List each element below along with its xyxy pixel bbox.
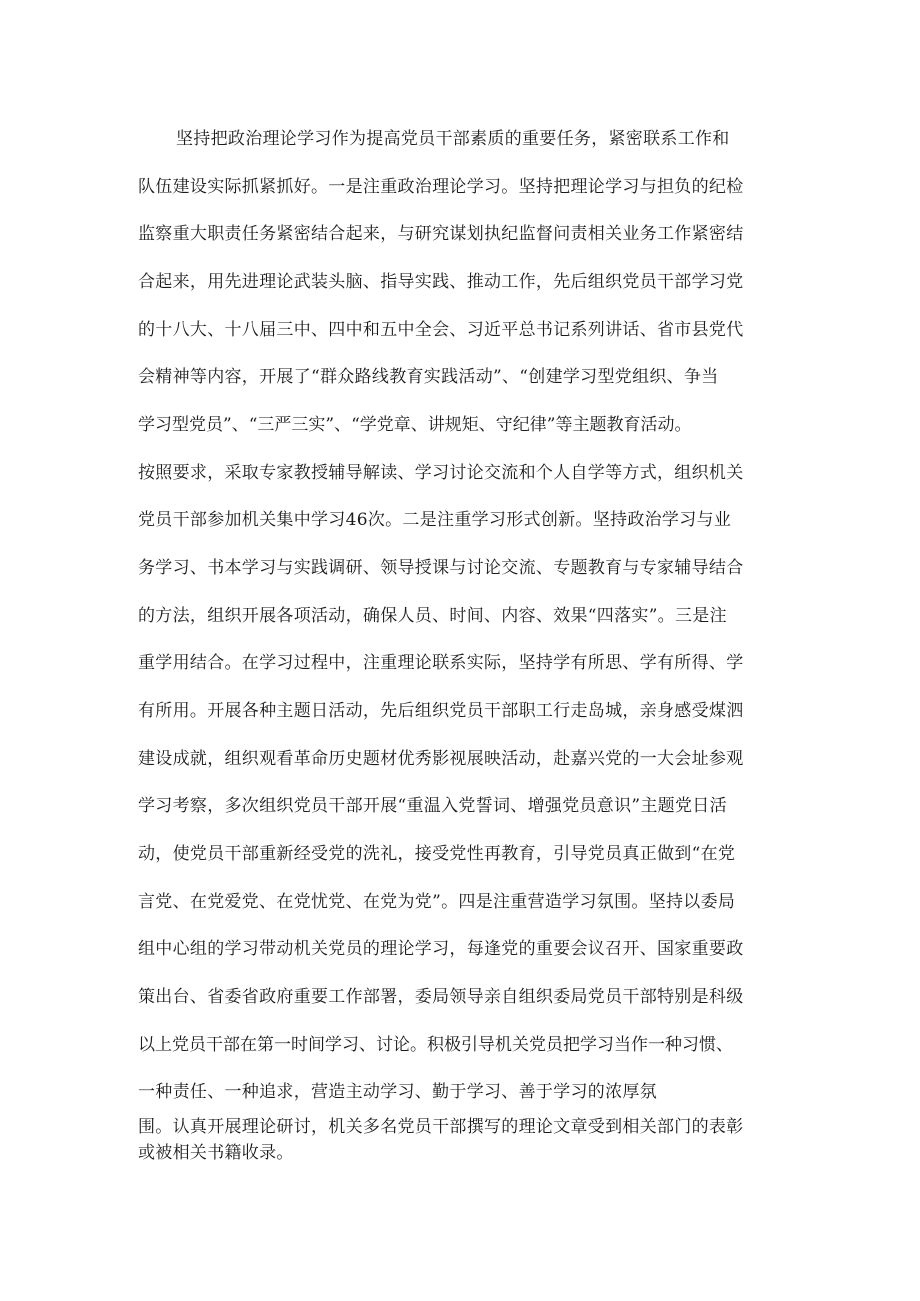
paragraph-line: 的十八大、十八届三中、四中和五中全会、习近平总书记系列讲话、省市县党代 (138, 320, 744, 340)
paragraph-line: 队伍建设实际抓紧抓好。一是注重政治理论学习。坚持把理论学习与担负的纪检 (138, 177, 744, 197)
paragraph-line: 会精神等内容，开展了“群众路线教育实践活动”、“创建学习型党组织、争当 (138, 367, 719, 387)
paragraph-line: 一种责任、一种追求，营造主动学习、勤于学习、善于学习的浓厚氛 (138, 1082, 657, 1102)
paragraph-line: 的方法，组织开展各项活动，确保人员、时间、内容、效果“四落实”。三是注 (138, 606, 727, 626)
paragraph-line: 党员干部参加机关集中学习46次。二是注重学习形式创新。坚持政治学习与业 (138, 510, 732, 530)
paragraph-line: 围。认真开展理论研讨，机关多名党员干部撰写的理论文章受到相关部门的表彰 (138, 1117, 744, 1137)
paragraph-line: 坚持把政治理论学习作为提高党员干部素质的重要任务，紧密联系工作和 (176, 129, 730, 149)
paragraph-line: 以上党员干部在第一时间学习、讨论。积极引导机关党员把学习当作一种习惯、 (138, 1035, 733, 1055)
paragraph-line: 策出台、省委省政府重要工作部署，委局领导亲自组织委局党员干部特别是科级 (138, 987, 744, 1007)
paragraph-line: 务学习、书本学习与实践调研、领导授课与讨论交流、专题教育与专家辅导结合 (138, 558, 744, 578)
paragraph-line: 按照要求，采取专家教授辅导解读、学习讨论交流和个人自学等方式，组织机关 (138, 463, 744, 483)
paragraph-line: 合起来，用先进理论武装头脑、指导实践、推动工作，先后组织党员干部学习党 (138, 272, 744, 292)
paragraph-line: 学习考察，多次组织党员干部开展“重温入党誓词、增强党员意识”主题党日活 (138, 796, 727, 816)
paragraph-line: 言党、在党爱党、在党忧党、在党为党”。四是注重营造学习氛围。坚持以委局 (138, 892, 736, 912)
paragraph-line: 有所用。开展各种主题日活动，先后组织党员干部职工行走岛城，亲身感受煤泗 (138, 701, 744, 721)
paragraph-line: 重学用结合。在学习过程中，注重理论联系实际，坚持学有所思、学有所得、学 (138, 653, 744, 673)
paragraph-line: 学习型党员”、“三严三实”、“学党章、讲规矩、守纪律”等主题教育活动。 (138, 415, 692, 435)
paragraph-line: 建设成就，组织观看革命历史题材优秀影视展映活动，赴嘉兴党的一大会址参观 (138, 749, 744, 769)
paragraph-line: 动，使党员干部重新经受党的洗礼，接受党性再教育，引导党员真正做到“在党 (138, 844, 736, 864)
paragraph-line: 或被相关书籍收录。 (138, 1143, 294, 1163)
paragraph-line: 监察重大职责任务紧密结合起来，与研究谋划执纪监督问责相关业务工作紧密结 (138, 224, 744, 244)
paragraph-line: 组中心组的学习带动机关党员的理论学习，每逢党的重要会议召开、国家重要政 (138, 939, 744, 959)
